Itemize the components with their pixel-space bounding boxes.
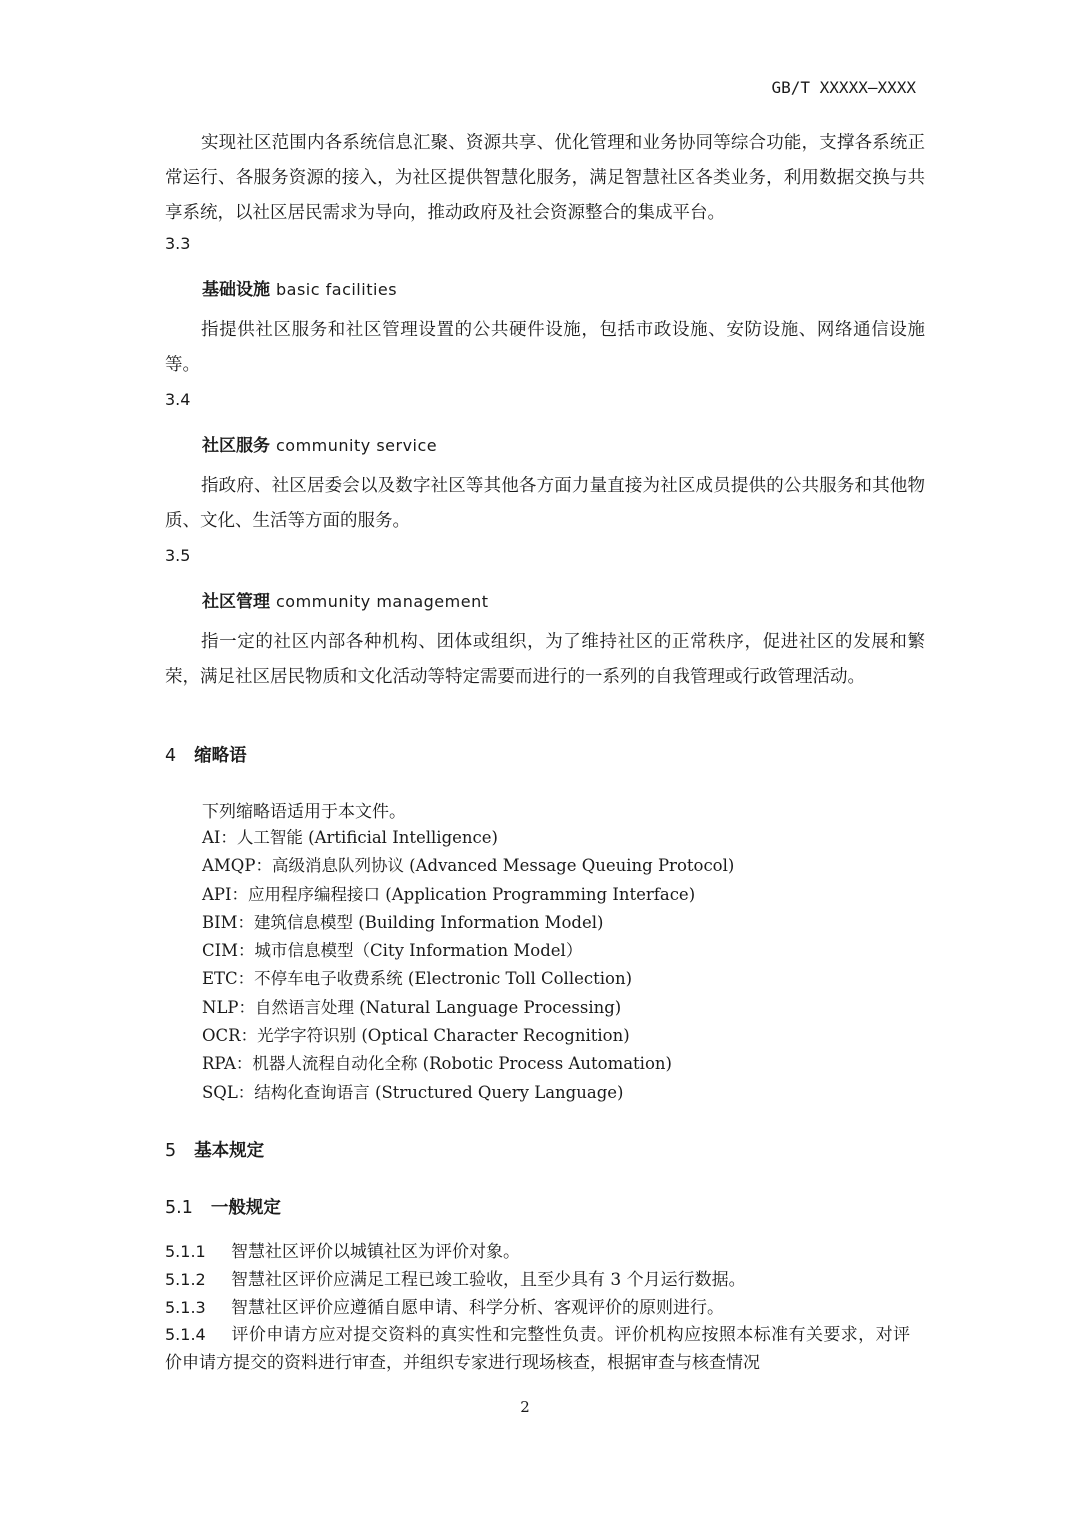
- abbreviation-item: AMQP：高级消息队列协议 (Advanced Message Queuing Protocol): [202, 856, 735, 876]
- abbreviation-item: AI：人工智能 (Artificial Intelligence): [202, 828, 498, 847]
- clause: [165, 1321, 910, 1377]
- abbreviations-intro: 下列缩略语适用于本文件。: [202, 802, 406, 822]
- abbreviation-item: RPA：机器人流程自动化全称 (Robotic Process Automation): [202, 1054, 672, 1074]
- subsection-title: 一般规定: [210, 1198, 281, 1218]
- section-title: 基本规定: [194, 1141, 265, 1161]
- clause-text: 评价申请方应对提交资料的真实性和完整性负责。评价机构应按照本标准有关要求，对评价申请方提交的资料进行审查，并组织专家进行现场核查，根据审查与核查情况: [165, 1325, 910, 1373]
- clause-number: 5.1.1: [165, 1242, 206, 1261]
- section-heading: [165, 1137, 264, 1162]
- term-heading: [202, 587, 489, 612]
- term-en: community management: [276, 592, 489, 611]
- term-en: basic facilities: [276, 280, 398, 299]
- term-number: 3.4: [165, 390, 191, 409]
- term-heading: [202, 431, 437, 456]
- clause: [165, 1293, 724, 1318]
- term-zh: 社区服务: [202, 436, 270, 456]
- clause-text: 智慧社区评价应满足工程已竣工验收，且至少具有 3 个月运行数据。: [231, 1270, 746, 1290]
- page-number: 2: [520, 1398, 530, 1416]
- abbreviation-list: [202, 824, 922, 1107]
- clause-number: 5.1.2: [165, 1270, 206, 1289]
- abbreviation-item: ETC：不停车电子收费系统 (Electronic Toll Collection): [202, 969, 633, 989]
- clause-number: 5.1.4: [165, 1325, 206, 1344]
- abbreviation-item: BIM：建筑信息模型 (Building Information Model): [202, 912, 604, 932]
- term-definition: 指提供社区服务和社区管理设置的公共硬件设施，包括市政设施、安防设施、网络通信设施等。: [165, 320, 925, 375]
- section-heading: [165, 742, 247, 767]
- abbreviation-item: OCR：光学字符识别 (Optical Character Recognition): [202, 1026, 630, 1046]
- abbreviation-item: SQL：结构化查询语言 (Structured Query Language): [202, 1082, 624, 1102]
- intro-paragraph: 实现社区范围内各系统信息汇聚、资源共享、优化管理和业务协同等综合功能，支撑各系统正常运行、各服务资源的接入，为社区提供智慧化服务，满足智慧社区各类业务，利用数据交换与共享系统，以社区居民需求为导向，推动政府及社会资源整合的集成平台。: [165, 133, 925, 223]
- doc-header-number: GB/T XXXXX—XXXX: [771, 78, 916, 97]
- section-number: 4: [165, 746, 177, 766]
- term-number: 3.3: [165, 234, 191, 253]
- subsection-number: 5.1: [165, 1198, 193, 1218]
- term-number: 3.5: [165, 546, 191, 565]
- term-heading: [202, 275, 397, 300]
- clause-number: 5.1.3: [165, 1298, 206, 1317]
- term-zh: 社区管理: [202, 592, 270, 612]
- term-en: community service: [276, 436, 438, 455]
- section-title: 缩略语: [194, 746, 247, 766]
- abbreviation-item: NLP：自然语言处理 (Natural Language Processing): [202, 997, 622, 1017]
- term-zh: 基础设施: [202, 280, 270, 300]
- term-definition: 指一定的社区内部各种机构、团体或组织，为了维持社区的正常秩序，促进社区的发展和繁荣，满足社区居民物质和文化活动等特定需要而进行的一系列的自我管理或行政管理活动。: [165, 632, 925, 687]
- clause: [165, 1265, 746, 1290]
- clause-text: 智慧社区评价以城镇社区为评价对象。: [231, 1242, 520, 1262]
- section-number: 5: [165, 1141, 177, 1161]
- term-definition: 指政府、社区居委会以及数字社区等其他各方面力量直接为社区成员提供的公共服务和其他物质、文化、生活等方面的服务。: [165, 476, 925, 531]
- subsection-heading: [165, 1194, 281, 1219]
- abbreviation-item: CIM：城市信息模型（City Information Model）: [202, 941, 583, 961]
- abbreviation-item: API：应用程序编程接口 (Application Programming Interface): [202, 884, 696, 904]
- clause: [165, 1237, 520, 1262]
- clause-text: 智慧社区评价应遵循自愿申请、科学分析、客观评价的原则进行。: [231, 1298, 724, 1318]
